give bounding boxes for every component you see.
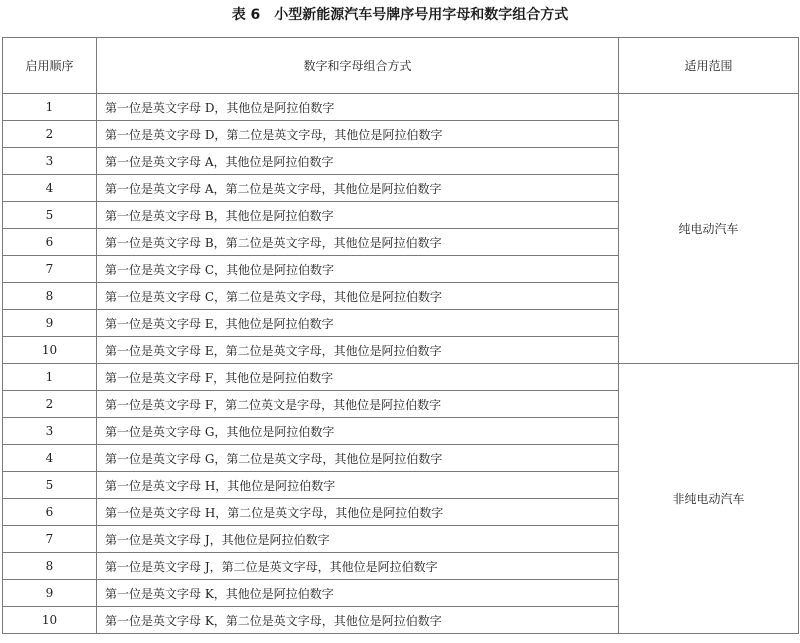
table-body — [3, 94, 799, 634]
method-cell: 第一位是英文字母 C，第二位是英文字母，其他位是阿拉伯数字 — [97, 283, 619, 310]
method-cell: 第一位是英文字母 J，其他位是阿拉伯数字 — [97, 526, 619, 553]
order-cell: 7 — [3, 256, 97, 283]
method-cell: 第一位是英文字母 B，其他位是阿拉伯数字 — [97, 202, 619, 229]
method-cell: 第一位是英文字母 A，第二位是英文字母，其他位是阿拉伯数字 — [97, 175, 619, 202]
method-cell: 第一位是英文字母 B，第二位是英文字母，其他位是阿拉伯数字 — [97, 229, 619, 256]
order-cell: 1 — [3, 94, 97, 121]
method-cell: 第一位是英文字母 J，第二位是英文字母，其他位是阿拉伯数字 — [97, 553, 619, 580]
order-cell: 5 — [3, 202, 97, 229]
order-cell: 3 — [3, 418, 97, 445]
table-header — [3, 38, 799, 94]
order-cell: 10 — [3, 337, 97, 364]
table-row — [3, 364, 799, 391]
order-cell: 4 — [3, 175, 97, 202]
table-row — [3, 94, 799, 121]
order-cell: 9 — [3, 310, 97, 337]
order-cell: 10 — [3, 607, 97, 634]
scope-cell: 纯电动汽车 — [619, 94, 799, 364]
header-method: 数字和字母组合方式 — [97, 38, 619, 94]
method-cell: 第一位是英文字母 H，第二位是英文字母，其他位是阿拉伯数字 — [97, 499, 619, 526]
header-row — [3, 38, 799, 94]
scope-cell: 非纯电动汽车 — [619, 364, 799, 634]
method-cell: 第一位是英文字母 G，第二位是英文字母，其他位是阿拉伯数字 — [97, 445, 619, 472]
method-cell: 第一位是英文字母 H，其他位是阿拉伯数字 — [97, 472, 619, 499]
order-cell: 6 — [3, 229, 97, 256]
order-cell: 2 — [3, 121, 97, 148]
header-scope: 适用范围 — [619, 38, 799, 94]
order-cell: 4 — [3, 445, 97, 472]
order-cell: 9 — [3, 580, 97, 607]
method-cell: 第一位是英文字母 K，其他位是阿拉伯数字 — [97, 580, 619, 607]
header-order: 启用顺序 — [3, 38, 97, 94]
order-cell: 5 — [3, 472, 97, 499]
method-cell: 第一位是英文字母 E，其他位是阿拉伯数字 — [97, 310, 619, 337]
method-cell: 第一位是英文字母 K，第二位是英文字母，其他位是阿拉伯数字 — [97, 607, 619, 634]
order-cell: 6 — [3, 499, 97, 526]
method-cell: 第一位是英文字母 C，其他位是阿拉伯数字 — [97, 256, 619, 283]
order-cell: 3 — [3, 148, 97, 175]
method-cell: 第一位是英文字母 D，第二位是英文字母，其他位是阿拉伯数字 — [97, 121, 619, 148]
method-cell: 第一位是英文字母 D，其他位是阿拉伯数字 — [97, 94, 619, 121]
order-cell: 7 — [3, 526, 97, 553]
method-cell: 第一位是英文字母 F，其他位是阿拉伯数字 — [97, 364, 619, 391]
order-cell: 8 — [3, 283, 97, 310]
order-cell: 2 — [3, 391, 97, 418]
order-cell: 8 — [3, 553, 97, 580]
method-cell: 第一位是英文字母 E，第二位是英文字母，其他位是阿拉伯数字 — [97, 337, 619, 364]
method-cell: 第一位是英文字母 G，其他位是阿拉伯数字 — [97, 418, 619, 445]
order-cell: 1 — [3, 364, 97, 391]
plate-combination-table — [2, 37, 799, 634]
method-cell: 第一位是英文字母 A，其他位是阿拉伯数字 — [97, 148, 619, 175]
table-title: 表 6 小型新能源汽车号牌序号用字母和数字组合方式 — [231, 7, 569, 23]
method-cell: 第一位是英文字母 F，第二位英文是字母，其他位是阿拉伯数字 — [97, 391, 619, 418]
